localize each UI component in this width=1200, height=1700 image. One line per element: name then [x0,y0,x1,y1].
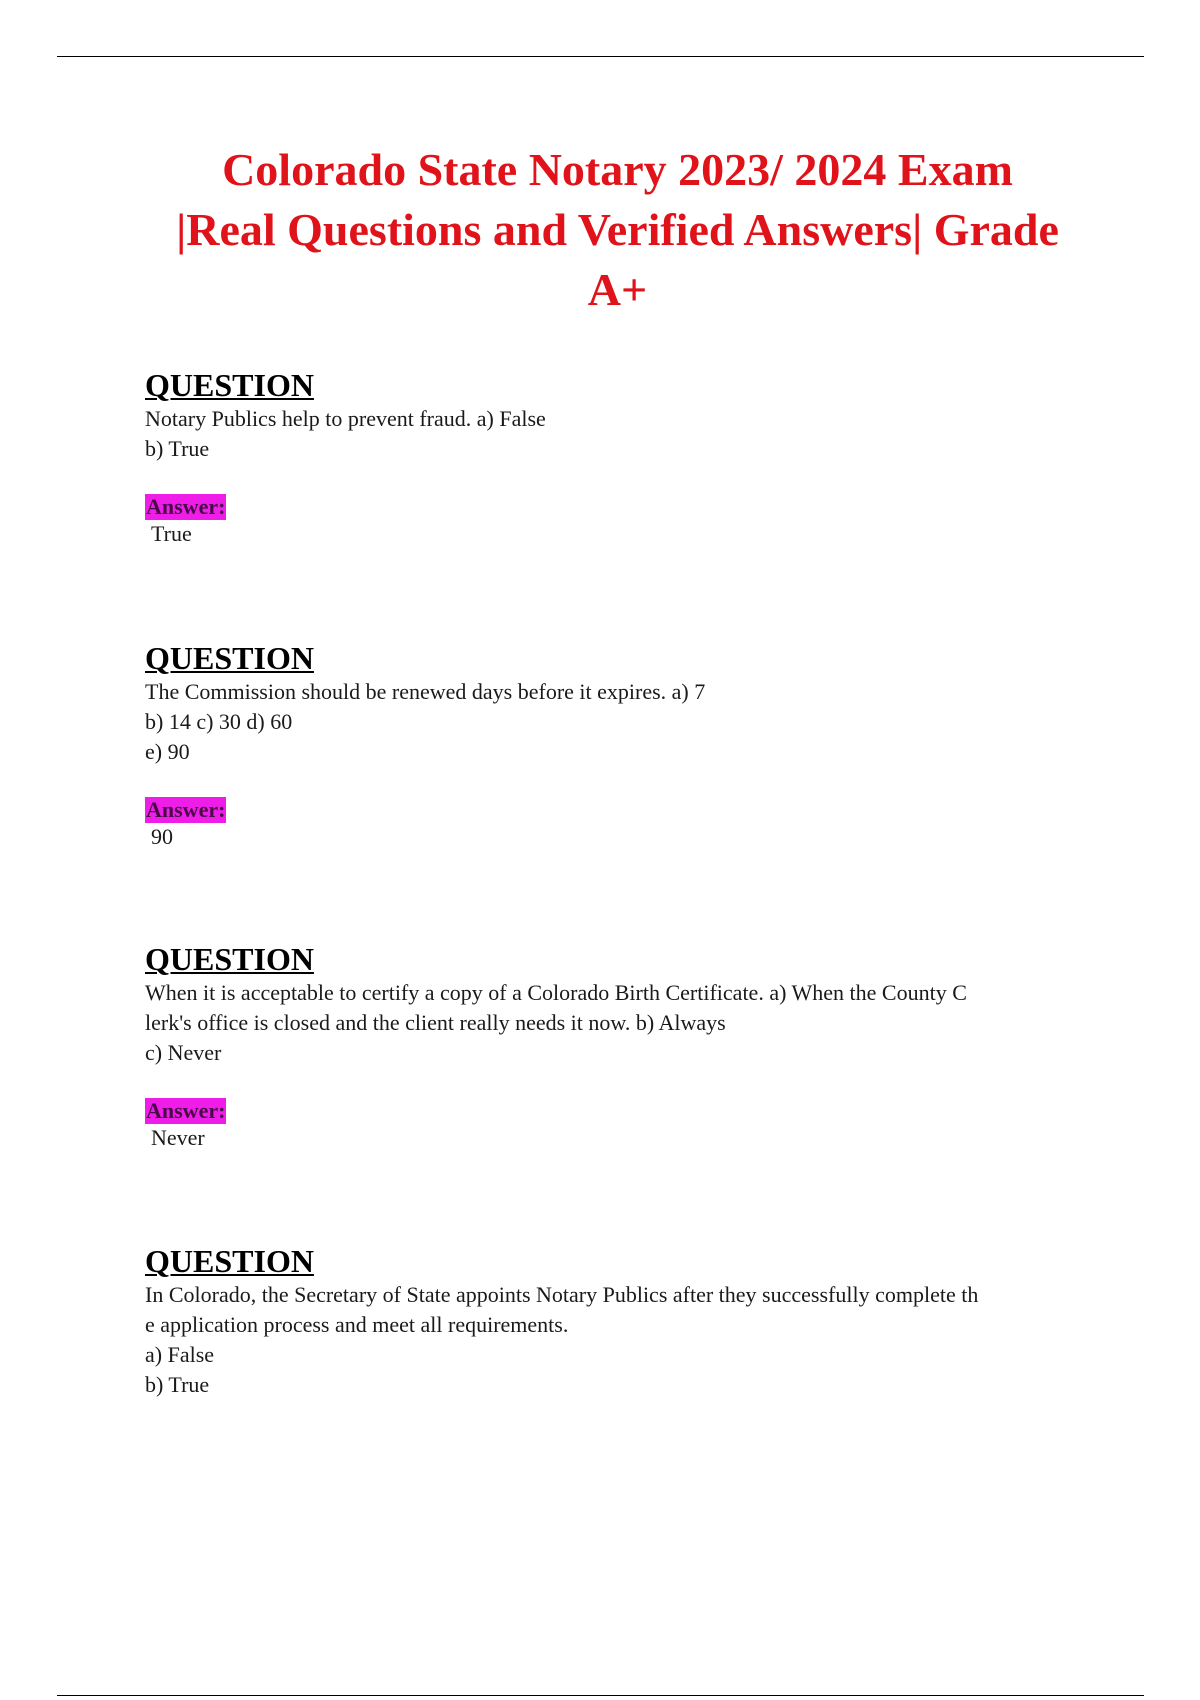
question-text-line: b) True [145,436,210,461]
bottom-rule [57,1695,1144,1696]
question-text-line: The Commission should be renewed days before it expires. a) 7 [145,679,706,704]
answer-label: Answer: [146,1098,226,1123]
question-text-line: e application process and meet all requirements. [145,1312,569,1337]
question-text-line: When it is acceptable to certify a copy of a Colorado Birth Certificate. a) When the County C [145,980,967,1005]
answer-label: Answer: [146,494,226,519]
top-rule [57,56,1144,57]
question-heading: QUESTION [145,640,314,676]
question-block-3 [145,940,1090,1152]
question-heading: QUESTION [145,941,314,977]
question-text-line: In Colorado, the Secretary of State appoints Notary Publics after they successfully complete th [145,1282,979,1307]
answer-value: True [151,521,192,546]
title-line-1: Colorado State Notary 2023/ 2024 Exam [222,144,1013,195]
answer-value: 90 [151,824,173,849]
question-text-line: Notary Publics help to prevent fraud. a) False [145,406,546,431]
question-block-2 [145,639,1090,851]
answer-label: Answer: [146,797,226,822]
title-line-2: |Real Questions and Verified Answers| Grade [176,204,1059,255]
question-text-line: a) False [145,1342,215,1367]
question-text-line: e) 90 [145,739,190,764]
question-heading: QUESTION [145,367,314,403]
question-heading: QUESTION [145,1243,314,1279]
question-block-1 [145,366,1090,548]
question-block-4 [145,1242,1090,1400]
question-text-line: b) True [145,1372,210,1397]
answer-value: Never [151,1125,205,1150]
question-text-line: b) 14 c) 30 d) 60 [145,709,293,734]
document-title [100,140,1135,320]
question-text-line: lerk's office is closed and the client really needs it now. b) Always [145,1010,726,1035]
title-line-3: A+ [587,264,648,315]
question-text-line: c) Never [145,1040,222,1065]
